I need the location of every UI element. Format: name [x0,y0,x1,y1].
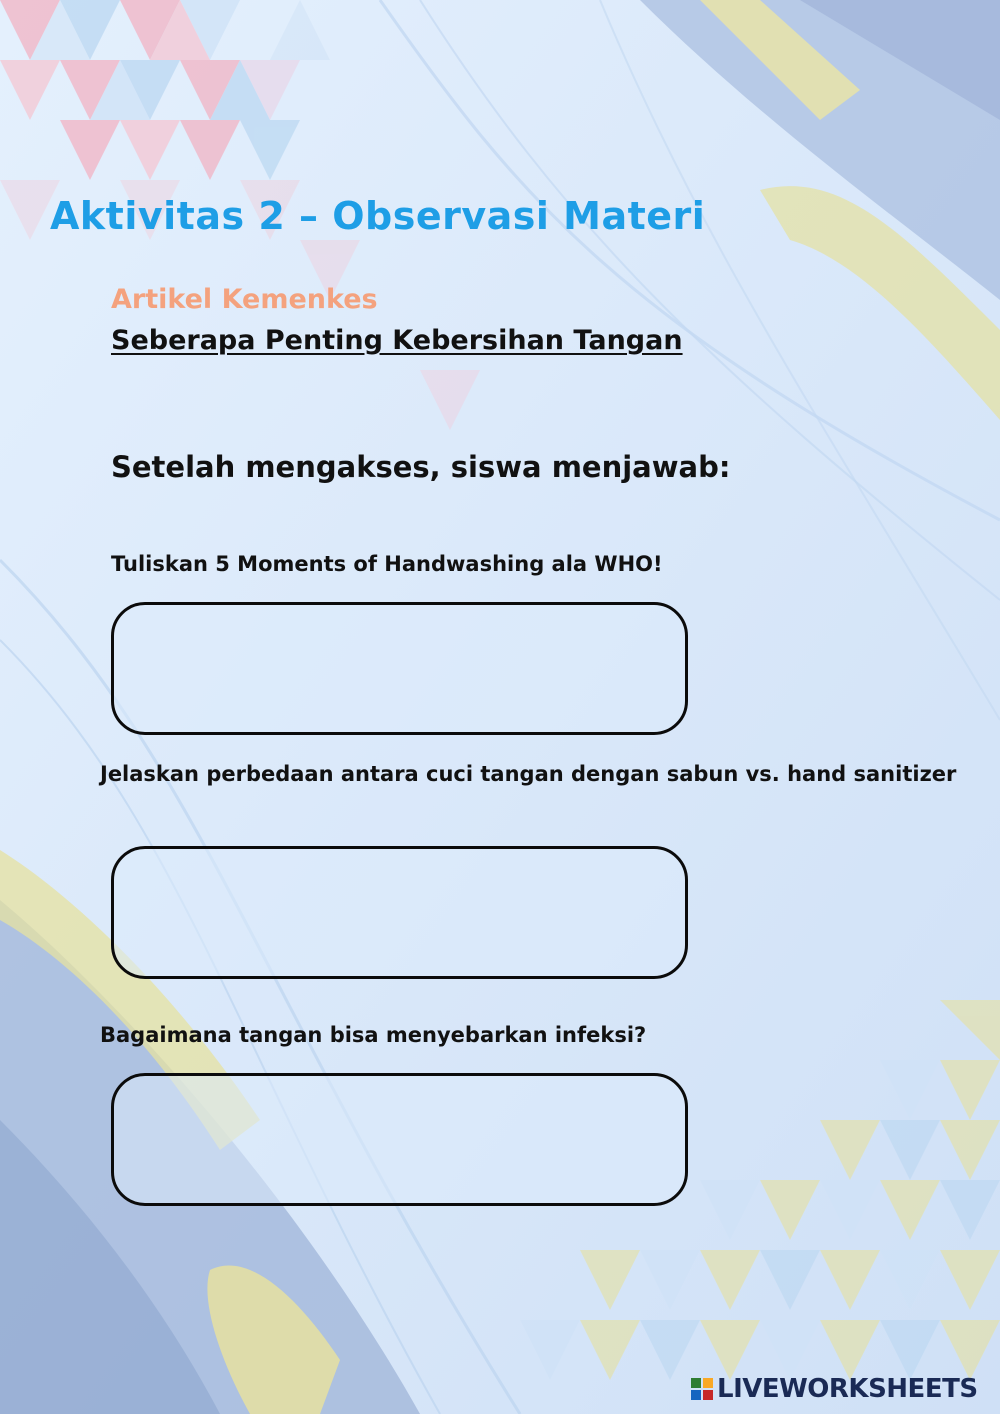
instruction-text: Setelah mengakses, siswa menjawab: [111,450,731,484]
liveworksheets-logo-icon [690,1375,714,1403]
answer-box-1[interactable] [111,602,688,735]
brand-name: LIVEWORKSHEETS [717,1374,978,1404]
question-2: Jelaskan perbedaan antara cuci tangan dengan sabun vs. hand sanitizer [100,762,957,786]
answer-box-3[interactable] [111,1073,688,1206]
answer-box-2[interactable] [111,846,688,979]
source-label: Artikel Kemenkes [111,284,378,315]
question-3: Bagaimana tangan bisa menyebarkan infeksi? [100,1023,647,1047]
article-title-link[interactable]: Seberapa Penting Kebersihan Tangan [111,325,683,356]
page-title: Aktivitas 2 – Observasi Materi [50,194,706,238]
question-1: Tuliskan 5 Moments of Handwashing ala WHO! [111,552,663,576]
footer-brand [690,1372,978,1406]
